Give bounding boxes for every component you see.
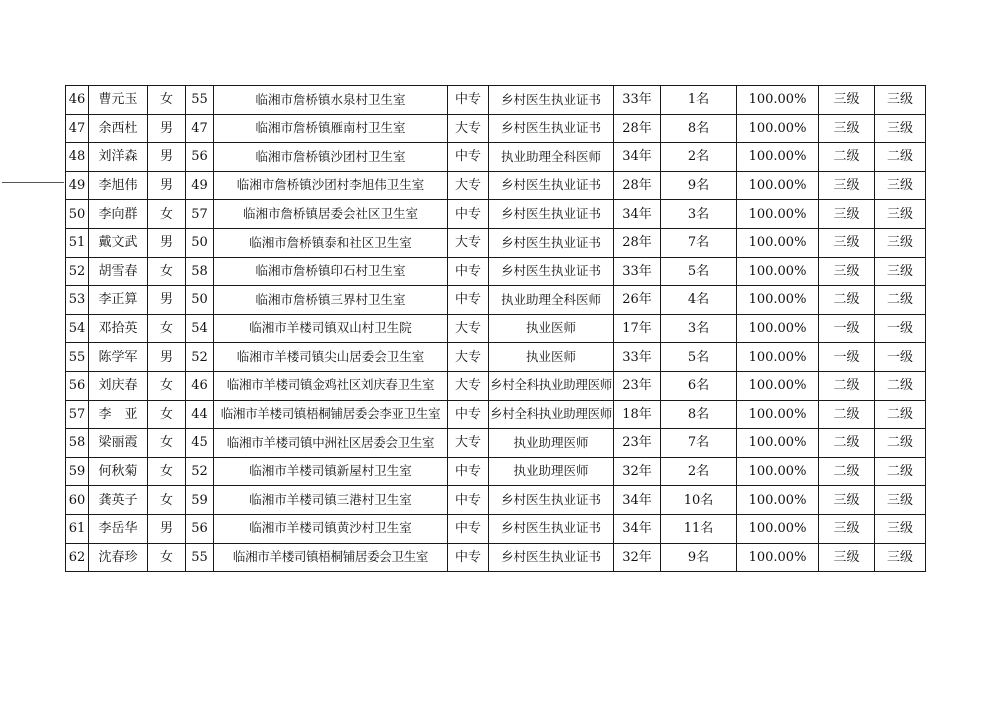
qualification-cell: 乡村全科执业助理医师	[489, 400, 614, 429]
qualification-cell: 乡村全科执业助理医师	[489, 371, 614, 400]
person-name-cell: 刘庆春	[89, 371, 148, 400]
gender-cell: 女	[148, 314, 186, 343]
education-cell: 中专	[448, 143, 489, 172]
table-row	[66, 371, 926, 400]
grade-a-cell: 三级	[819, 114, 875, 143]
person-name-cell: 胡雪春	[89, 257, 148, 286]
years-of-practice-cell: 33年	[614, 86, 661, 115]
gender-cell: 男	[148, 143, 186, 172]
years-of-practice-cell: 23年	[614, 371, 661, 400]
education-cell: 中专	[448, 543, 489, 572]
score-rate-cell: 100.00%	[737, 228, 819, 257]
grade-a-cell: 三级	[819, 543, 875, 572]
row-number-cell: 61	[66, 514, 89, 543]
rank-cell: 3名	[661, 314, 737, 343]
grade-b-cell: 二级	[875, 371, 926, 400]
grade-a-cell: 三级	[819, 200, 875, 229]
clinic-name-cell: 临湘市羊楼司镇三港村卫生室	[214, 486, 448, 515]
row-number-cell: 60	[66, 486, 89, 515]
clinic-name-cell: 临湘市羊楼司镇尖山居委会卫生室	[214, 343, 448, 372]
grade-a-cell: 二级	[819, 286, 875, 315]
row-number-cell: 50	[66, 200, 89, 229]
clinic-name-cell: 临湘市詹桥镇沙团村卫生室	[214, 143, 448, 172]
qualification-cell: 执业助理医师	[489, 457, 614, 486]
row-number-cell: 57	[66, 400, 89, 429]
grade-b-cell: 二级	[875, 400, 926, 429]
row-number-cell: 55	[66, 343, 89, 372]
qualification-cell: 乡村医生执业证书	[489, 543, 614, 572]
rank-cell: 8名	[661, 114, 737, 143]
row-number-cell: 53	[66, 286, 89, 315]
rank-cell: 8名	[661, 400, 737, 429]
score-rate-cell: 100.00%	[737, 114, 819, 143]
years-of-practice-cell: 32年	[614, 457, 661, 486]
score-rate-cell: 100.00%	[737, 86, 819, 115]
grade-b-cell: 三级	[875, 86, 926, 115]
score-rate-cell: 100.00%	[737, 286, 819, 315]
row-number-cell: 48	[66, 143, 89, 172]
person-name-cell: 龚英子	[89, 486, 148, 515]
clinic-name-cell: 临湘市詹桥镇泰和社区卫生室	[214, 228, 448, 257]
rank-cell: 2名	[661, 143, 737, 172]
row-number-cell: 49	[66, 171, 89, 200]
score-rate-cell: 100.00%	[737, 143, 819, 172]
person-name-cell: 李正算	[89, 286, 148, 315]
table-row	[66, 543, 926, 572]
score-rate-cell: 100.00%	[737, 457, 819, 486]
table-row	[66, 143, 926, 172]
person-name-cell: 何秋菊	[89, 457, 148, 486]
clinic-name-cell: 临湘市詹桥镇三界村卫生室	[214, 286, 448, 315]
person-name-cell: 邓拾英	[89, 314, 148, 343]
qualification-cell: 乡村医生执业证书	[489, 514, 614, 543]
score-rate-cell: 100.00%	[737, 314, 819, 343]
clinic-name-cell: 临湘市羊楼司镇梧桐铺居委会卫生室	[214, 543, 448, 572]
gender-cell: 男	[148, 514, 186, 543]
clinic-name-cell: 临湘市羊楼司镇双山村卫生院	[214, 314, 448, 343]
years-of-practice-cell: 23年	[614, 429, 661, 458]
age-cell: 56	[186, 514, 214, 543]
years-of-practice-cell: 34年	[614, 200, 661, 229]
grade-b-cell: 三级	[875, 171, 926, 200]
clinic-name-cell: 临湘市詹桥镇印石村卫生室	[214, 257, 448, 286]
rank-cell: 4名	[661, 286, 737, 315]
years-of-practice-cell: 28年	[614, 171, 661, 200]
grade-a-cell: 三级	[819, 171, 875, 200]
rank-cell: 9名	[661, 171, 737, 200]
table-row	[66, 343, 926, 372]
rank-cell: 1名	[661, 86, 737, 115]
table-row	[66, 200, 926, 229]
score-rate-cell: 100.00%	[737, 514, 819, 543]
person-name-cell: 刘洋森	[89, 143, 148, 172]
education-cell: 中专	[448, 514, 489, 543]
gender-cell: 女	[148, 543, 186, 572]
qualification-cell: 执业助理全科医师	[489, 286, 614, 315]
grade-b-cell: 三级	[875, 486, 926, 515]
grade-a-cell: 三级	[819, 486, 875, 515]
education-cell: 大专	[448, 228, 489, 257]
rank-cell: 5名	[661, 343, 737, 372]
gender-cell: 女	[148, 429, 186, 458]
table-row	[66, 257, 926, 286]
grade-b-cell: 三级	[875, 200, 926, 229]
age-cell: 52	[186, 343, 214, 372]
grade-b-cell: 三级	[875, 543, 926, 572]
table-row	[66, 228, 926, 257]
grade-a-cell: 三级	[819, 514, 875, 543]
rank-cell: 5名	[661, 257, 737, 286]
age-cell: 54	[186, 314, 214, 343]
row-number-cell: 56	[66, 371, 89, 400]
table-row	[66, 400, 926, 429]
score-rate-cell: 100.00%	[737, 543, 819, 572]
grade-a-cell: 二级	[819, 143, 875, 172]
clinic-name-cell: 临湘市羊楼司镇新屋村卫生室	[214, 457, 448, 486]
gender-cell: 女	[148, 200, 186, 229]
grade-a-cell: 三级	[819, 86, 875, 115]
age-cell: 56	[186, 143, 214, 172]
age-cell: 45	[186, 429, 214, 458]
years-of-practice-cell: 18年	[614, 400, 661, 429]
qualification-cell: 执业助理医师	[489, 429, 614, 458]
gender-cell: 男	[148, 343, 186, 372]
education-cell: 中专	[448, 200, 489, 229]
rank-cell: 10名	[661, 486, 737, 515]
grade-a-cell: 三级	[819, 257, 875, 286]
person-name-cell: 李旭伟	[89, 171, 148, 200]
rank-cell: 2名	[661, 457, 737, 486]
roster-body	[66, 86, 926, 572]
person-name-cell: 梁丽霞	[89, 429, 148, 458]
person-name-cell: 陈学军	[89, 343, 148, 372]
clinic-name-cell: 临湘市詹桥镇沙团村李旭伟卫生室	[214, 171, 448, 200]
grade-b-cell: 二级	[875, 286, 926, 315]
education-cell: 大专	[448, 371, 489, 400]
qualification-cell: 乡村医生执业证书	[489, 200, 614, 229]
clinic-name-cell: 临湘市羊楼司镇金鸡社区刘庆春卫生室	[214, 371, 448, 400]
row-number-cell: 52	[66, 257, 89, 286]
education-cell: 大专	[448, 343, 489, 372]
person-name-cell: 沈春珍	[89, 543, 148, 572]
qualification-cell: 执业助理全科医师	[489, 143, 614, 172]
row-number-cell: 62	[66, 543, 89, 572]
grade-a-cell: 三级	[819, 228, 875, 257]
grade-a-cell: 一级	[819, 343, 875, 372]
table-row	[66, 457, 926, 486]
row-number-cell: 59	[66, 457, 89, 486]
clinic-name-cell: 临湘市羊楼司镇黄沙村卫生室	[214, 514, 448, 543]
education-cell: 中专	[448, 400, 489, 429]
years-of-practice-cell: 33年	[614, 257, 661, 286]
gender-cell: 女	[148, 257, 186, 286]
years-of-practice-cell: 26年	[614, 286, 661, 315]
age-cell: 59	[186, 486, 214, 515]
grade-b-cell: 一级	[875, 343, 926, 372]
person-name-cell: 李向群	[89, 200, 148, 229]
gender-cell: 男	[148, 171, 186, 200]
grade-b-cell: 二级	[875, 457, 926, 486]
score-rate-cell: 100.00%	[737, 171, 819, 200]
row-number-cell: 47	[66, 114, 89, 143]
education-cell: 中专	[448, 257, 489, 286]
qualification-cell: 乡村医生执业证书	[489, 486, 614, 515]
grade-b-cell: 三级	[875, 114, 926, 143]
age-cell: 55	[186, 86, 214, 115]
gender-cell: 男	[148, 286, 186, 315]
table-row	[66, 171, 926, 200]
gender-cell: 女	[148, 486, 186, 515]
gender-cell: 男	[148, 114, 186, 143]
qualification-cell: 乡村医生执业证书	[489, 171, 614, 200]
row-number-cell: 54	[66, 314, 89, 343]
education-cell: 中专	[448, 286, 489, 315]
qualification-cell: 乡村医生执业证书	[489, 257, 614, 286]
years-of-practice-cell: 32年	[614, 543, 661, 572]
years-of-practice-cell: 34年	[614, 143, 661, 172]
table-row	[66, 486, 926, 515]
score-rate-cell: 100.00%	[737, 371, 819, 400]
qualification-cell: 执业医师	[489, 343, 614, 372]
row-number-cell: 46	[66, 86, 89, 115]
clinic-name-cell: 临湘市羊楼司镇中洲社区居委会卫生室	[214, 429, 448, 458]
grade-a-cell: 二级	[819, 429, 875, 458]
age-cell: 46	[186, 371, 214, 400]
education-cell: 中专	[448, 457, 489, 486]
grade-b-cell: 二级	[875, 143, 926, 172]
rank-cell: 7名	[661, 228, 737, 257]
age-cell: 50	[186, 286, 214, 315]
qualification-cell: 执业医师	[489, 314, 614, 343]
person-name-cell: 曹元玉	[89, 86, 148, 115]
qualification-cell: 乡村医生执业证书	[489, 114, 614, 143]
table-row	[66, 86, 926, 115]
age-cell: 49	[186, 171, 214, 200]
years-of-practice-cell: 33年	[614, 343, 661, 372]
person-name-cell: 戴文武	[89, 228, 148, 257]
years-of-practice-cell: 17年	[614, 314, 661, 343]
age-cell: 52	[186, 457, 214, 486]
person-name-cell: 李 亚	[89, 400, 148, 429]
education-cell: 大专	[448, 114, 489, 143]
grade-b-cell: 三级	[875, 514, 926, 543]
age-cell: 57	[186, 200, 214, 229]
age-cell: 50	[186, 228, 214, 257]
education-cell: 大专	[448, 171, 489, 200]
education-cell: 中专	[448, 486, 489, 515]
age-cell: 55	[186, 543, 214, 572]
rank-cell: 11名	[661, 514, 737, 543]
education-cell: 大专	[448, 314, 489, 343]
years-of-practice-cell: 28年	[614, 228, 661, 257]
grade-a-cell: 二级	[819, 400, 875, 429]
age-cell: 47	[186, 114, 214, 143]
score-rate-cell: 100.00%	[737, 200, 819, 229]
clinic-name-cell: 临湘市詹桥镇水泉村卫生室	[214, 86, 448, 115]
grade-a-cell: 二级	[819, 457, 875, 486]
grade-b-cell: 三级	[875, 257, 926, 286]
gender-cell: 女	[148, 400, 186, 429]
grade-a-cell: 二级	[819, 371, 875, 400]
gender-cell: 男	[148, 228, 186, 257]
grade-b-cell: 三级	[875, 228, 926, 257]
roster-table	[65, 85, 926, 572]
table-row	[66, 429, 926, 458]
score-rate-cell: 100.00%	[737, 257, 819, 286]
qualification-cell: 乡村医生执业证书	[489, 86, 614, 115]
gender-cell: 女	[148, 86, 186, 115]
years-of-practice-cell: 28年	[614, 114, 661, 143]
rank-cell: 7名	[661, 429, 737, 458]
years-of-practice-cell: 34年	[614, 486, 661, 515]
margin-mark	[2, 182, 64, 183]
gender-cell: 女	[148, 457, 186, 486]
rank-cell: 3名	[661, 200, 737, 229]
years-of-practice-cell: 34年	[614, 514, 661, 543]
grade-a-cell: 一级	[819, 314, 875, 343]
clinic-name-cell: 临湘市詹桥镇居委会社区卫生室	[214, 200, 448, 229]
score-rate-cell: 100.00%	[737, 400, 819, 429]
age-cell: 44	[186, 400, 214, 429]
table-row	[66, 514, 926, 543]
score-rate-cell: 100.00%	[737, 429, 819, 458]
person-name-cell: 李岳华	[89, 514, 148, 543]
grade-b-cell: 二级	[875, 429, 926, 458]
clinic-name-cell: 临湘市詹桥镇雁南村卫生室	[214, 114, 448, 143]
education-cell: 中专	[448, 86, 489, 115]
table-row	[66, 114, 926, 143]
row-number-cell: 51	[66, 228, 89, 257]
row-number-cell: 58	[66, 429, 89, 458]
score-rate-cell: 100.00%	[737, 343, 819, 372]
person-name-cell: 余西杜	[89, 114, 148, 143]
rank-cell: 6名	[661, 371, 737, 400]
table-row	[66, 314, 926, 343]
rank-cell: 9名	[661, 543, 737, 572]
grade-b-cell: 一级	[875, 314, 926, 343]
clinic-name-cell: 临湘市羊楼司镇梧桐铺居委会李亚卫生室	[214, 400, 448, 429]
table-row	[66, 286, 926, 315]
age-cell: 58	[186, 257, 214, 286]
education-cell: 大专	[448, 429, 489, 458]
gender-cell: 女	[148, 371, 186, 400]
qualification-cell: 乡村医生执业证书	[489, 228, 614, 257]
score-rate-cell: 100.00%	[737, 486, 819, 515]
